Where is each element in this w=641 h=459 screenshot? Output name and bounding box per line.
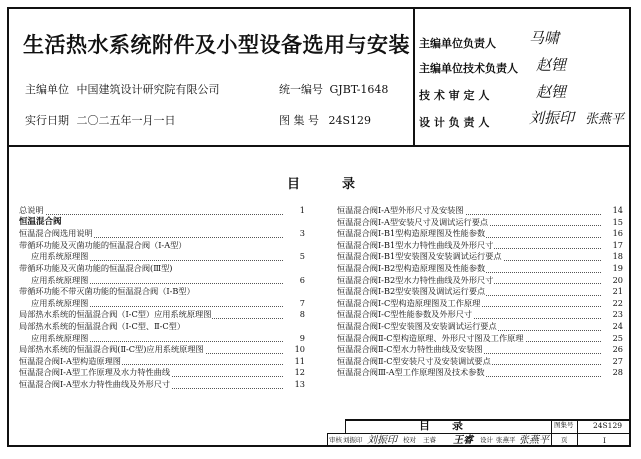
toc-entry	[19, 217, 305, 229]
resp-tech-lead	[419, 60, 537, 76]
header-bottom-rule	[9, 145, 629, 147]
toc-entry-page: 16	[605, 228, 623, 240]
atlas-number	[279, 112, 371, 128]
toc-entry-text: 恒温混合阀Ⅰ-A型安装尺寸及调试运行要点	[337, 216, 489, 227]
title-block-left-rule-2	[345, 419, 346, 433]
resp-label: 主编单位负责人	[419, 37, 496, 50]
toc-entry-page: 3	[287, 228, 305, 240]
signature-design-lead: 刘振印	[529, 109, 575, 127]
toc-entry-text: 恒温混合阀Ⅰ-A型构造原理图	[19, 355, 121, 366]
toc-entry-text: 恒温混合阀Ⅰ-B2型水力特性曲线及外形尺寸	[337, 274, 494, 285]
toc-entry-page: 1	[287, 205, 305, 217]
toc-entry-page: 27	[605, 356, 623, 368]
toc-entry	[337, 309, 623, 321]
toc-heading-char-1: 目	[287, 177, 301, 192]
toc-heading-char-2: 录	[342, 177, 356, 192]
toc-entry	[19, 367, 305, 379]
toc-entry	[337, 275, 623, 287]
toc-entry	[337, 228, 623, 240]
toc-entry-text: 恒温混合阀Ⅰ-B1型安装图及安装调试运行要点	[337, 251, 502, 262]
reviewer-name: 刘振印	[343, 436, 363, 444]
toc-entry	[19, 356, 305, 368]
resp-design-lead	[419, 114, 537, 130]
toc-entry	[337, 367, 623, 379]
page-label: 页	[561, 436, 568, 444]
title-block-atlas-no: 24S129	[593, 421, 622, 430]
toc-entry	[19, 251, 305, 263]
toc-entry	[337, 298, 623, 310]
toc-entry-text: 恒温混合阀Ⅰ-C型性能参数及外形尺寸	[337, 309, 473, 320]
toc-entry-text: 恒温混合阀Ⅰ-B1型构造原理图及性能参数	[337, 228, 486, 239]
toc-entry	[337, 240, 623, 252]
signature-tech-lead: 赵锂	[536, 56, 567, 74]
toc-entry-text: 恒温混合阀Ⅰ-B2型构造原理图及性能参数	[337, 262, 486, 273]
designer-signature: 张燕平	[519, 435, 549, 446]
toc-entry	[19, 275, 305, 287]
toc-entry-text: 局部热水系统的恒温混合阀(Ⅱ-C型)应用系统原理图	[19, 344, 204, 355]
toc-entry-page: 17	[605, 240, 623, 252]
toc-entry-text: 恒温混合阀Ⅱ-C型构造原理、外形尺寸图及工作原理	[337, 332, 524, 343]
title-block-title: 目 录	[419, 419, 463, 432]
reviewer-signature: 刘振印	[367, 435, 397, 446]
toc-entry-page: 12	[287, 367, 305, 379]
toc-entry	[19, 333, 305, 345]
toc-entry-page: 7	[287, 298, 305, 310]
resp-label: 主编单位技术负责人	[419, 62, 518, 75]
editor-unit-label: 主编单位	[25, 83, 69, 96]
toc-entry-page: 26	[605, 344, 623, 356]
title-block	[9, 419, 629, 447]
toc-entry-page: 18	[605, 251, 623, 263]
effective-date-label: 实行日期	[25, 114, 69, 127]
toc-entry	[19, 263, 305, 275]
resp-label: 设 计 负 责 人	[419, 116, 490, 129]
toc-entry-page: 23	[605, 309, 623, 321]
signature-chief-editor: 马啸	[529, 29, 560, 47]
toc-entry-text: 总说明	[19, 205, 44, 215]
unified-code-value: GJBT-1648	[329, 83, 389, 96]
toc-entry-text: 恒温混合阀Ⅰ-A型工作原理及水力特性曲线	[19, 367, 171, 378]
designer-name: 张燕平	[496, 436, 516, 444]
toc-entry-text: 恒温混合阀Ⅰ-A型外形尺寸及安装图	[337, 205, 464, 215]
toc-entry	[19, 205, 305, 217]
toc-entry-page: 19	[605, 263, 623, 275]
toc-entry-text: 应用系统原理图	[19, 275, 89, 285]
toc-entry-page: 5	[287, 251, 305, 263]
toc-entry-text: 恒温混合阀Ⅰ-C型安装图及安装调试运行要点	[337, 320, 497, 331]
unified-code	[279, 81, 388, 97]
title-block-atlas-label: 图集号	[554, 421, 574, 429]
editor-unit-name: 中国建筑设计研究院有限公司	[76, 83, 220, 96]
toc-entry-text: 局部热水系统的恒温混合阀（Ⅰ-C型、Ⅱ-C型）	[19, 320, 186, 331]
toc-entry-page: 14	[605, 205, 623, 217]
checker-name: 王睿	[423, 436, 436, 444]
title-block-top-rule	[345, 419, 629, 421]
resp-tech-review	[419, 87, 537, 103]
toc-entry	[19, 379, 305, 391]
header-divider	[413, 9, 415, 145]
toc-entry-text: 应用系统原理图	[19, 298, 89, 308]
toc-entry-page: 22	[605, 298, 623, 310]
toc-entry	[19, 309, 305, 321]
toc-entry-text: 恒温混合阀选用说明	[19, 228, 93, 239]
toc-left-column	[19, 205, 305, 391]
toc-entry-text: 应用系统原理图	[19, 333, 89, 343]
toc-entry	[19, 228, 305, 240]
atlas-number-value: 24S129	[328, 114, 372, 127]
design-label: 设计	[480, 436, 493, 444]
toc-entry-text: 恒温混合阀Ⅲ-A型工作原理图及技术参数	[337, 367, 485, 378]
resp-label: 技 术 审 定 人	[419, 89, 490, 102]
toc-entry-page: 24	[605, 321, 623, 333]
toc-entry-text: 局部热水系统的恒温混合阀（Ⅰ-C型）应用系统原理图	[19, 309, 212, 320]
toc-entry-page: 20	[605, 275, 623, 287]
toc-right-column	[337, 205, 623, 379]
resp-chief-editor	[419, 35, 537, 51]
page-number: I	[603, 436, 606, 445]
editor-unit	[25, 81, 220, 97]
toc-entry	[337, 344, 623, 356]
check-label: 校对	[403, 436, 416, 444]
toc-entry-text: 应用系统原理图	[19, 251, 89, 261]
toc-entry-text: 带循环功能及灭菌功能的恒温混合阀（Ⅰ-A型）	[19, 239, 187, 250]
toc-entry-text: 带循环功能及灭菌功能的恒温混合阀(Ⅲ型)	[19, 262, 173, 273]
toc-entry-text: 恒温混合阀Ⅱ-C型水力特性曲线及安装图	[337, 344, 483, 355]
effective-date	[25, 112, 176, 128]
title-block-left-rule	[327, 433, 328, 447]
toc-entry-page: 15	[605, 217, 623, 229]
toc-entry-page: 11	[287, 356, 305, 368]
atlas-number-label: 图 集 号	[279, 114, 319, 127]
toc-entry-page: 9	[287, 333, 305, 345]
title-block-divider	[551, 419, 552, 447]
toc-entry-text: 恒温混合阀Ⅰ-A型水力特性曲线及外形尺寸	[19, 378, 171, 389]
checker-signature: 王睿	[453, 435, 473, 446]
toc-entry-page: 13	[287, 379, 305, 391]
toc-leader-dots	[19, 214, 283, 215]
signature-design-lead-2: 张燕平	[585, 112, 625, 127]
toc-entry-page: 25	[605, 333, 623, 345]
toc-entry-page: 8	[287, 309, 305, 321]
unified-code-label: 统一编号	[279, 83, 323, 96]
toc-entry	[19, 240, 305, 252]
toc-entry-page: 28	[605, 367, 623, 379]
toc-entry	[337, 333, 623, 345]
toc-entry	[19, 321, 305, 333]
toc-entry	[337, 251, 623, 263]
toc-entry-text: 恒温混合阀Ⅰ-B2型安装图及调试运行要点	[337, 286, 486, 297]
toc-entry-text: 带循环功能不带灭菌功能的恒温混合阀（Ⅰ-B型）	[19, 286, 195, 297]
toc-entry	[19, 344, 305, 356]
toc-entry-page: 21	[605, 286, 623, 298]
toc-entry	[337, 205, 623, 217]
toc-entry	[337, 356, 623, 368]
review-label: 审核	[329, 436, 342, 444]
toc-entry-page: 10	[287, 344, 305, 356]
signature-tech-review: 赵锂	[536, 83, 567, 101]
toc-entry-text: 恒温混合阀Ⅰ-C型构造原理图及工作原理	[337, 297, 481, 308]
title-block-divider	[577, 419, 578, 447]
toc-entry	[19, 298, 305, 310]
toc-entry	[337, 321, 623, 333]
toc-entry	[19, 286, 305, 298]
toc-entry	[337, 217, 623, 229]
effective-date-value: 二〇二五年一月一日	[76, 114, 176, 127]
toc-entry	[337, 286, 623, 298]
toc-entry-text: 恒温混合阀Ⅰ-B1型水力特性曲线及外形尺寸	[337, 239, 494, 250]
toc-entry-page: 6	[287, 275, 305, 287]
document-title: 生活热水系统附件及小型设备选用与安装	[23, 33, 410, 57]
toc-entry-text: 恒温混合阀	[19, 216, 62, 227]
toc-entry-text: 恒温混合阀Ⅱ-C型安装尺寸及安装调试要点	[337, 355, 491, 366]
toc-entry	[337, 263, 623, 275]
drawing-frame	[7, 7, 631, 447]
